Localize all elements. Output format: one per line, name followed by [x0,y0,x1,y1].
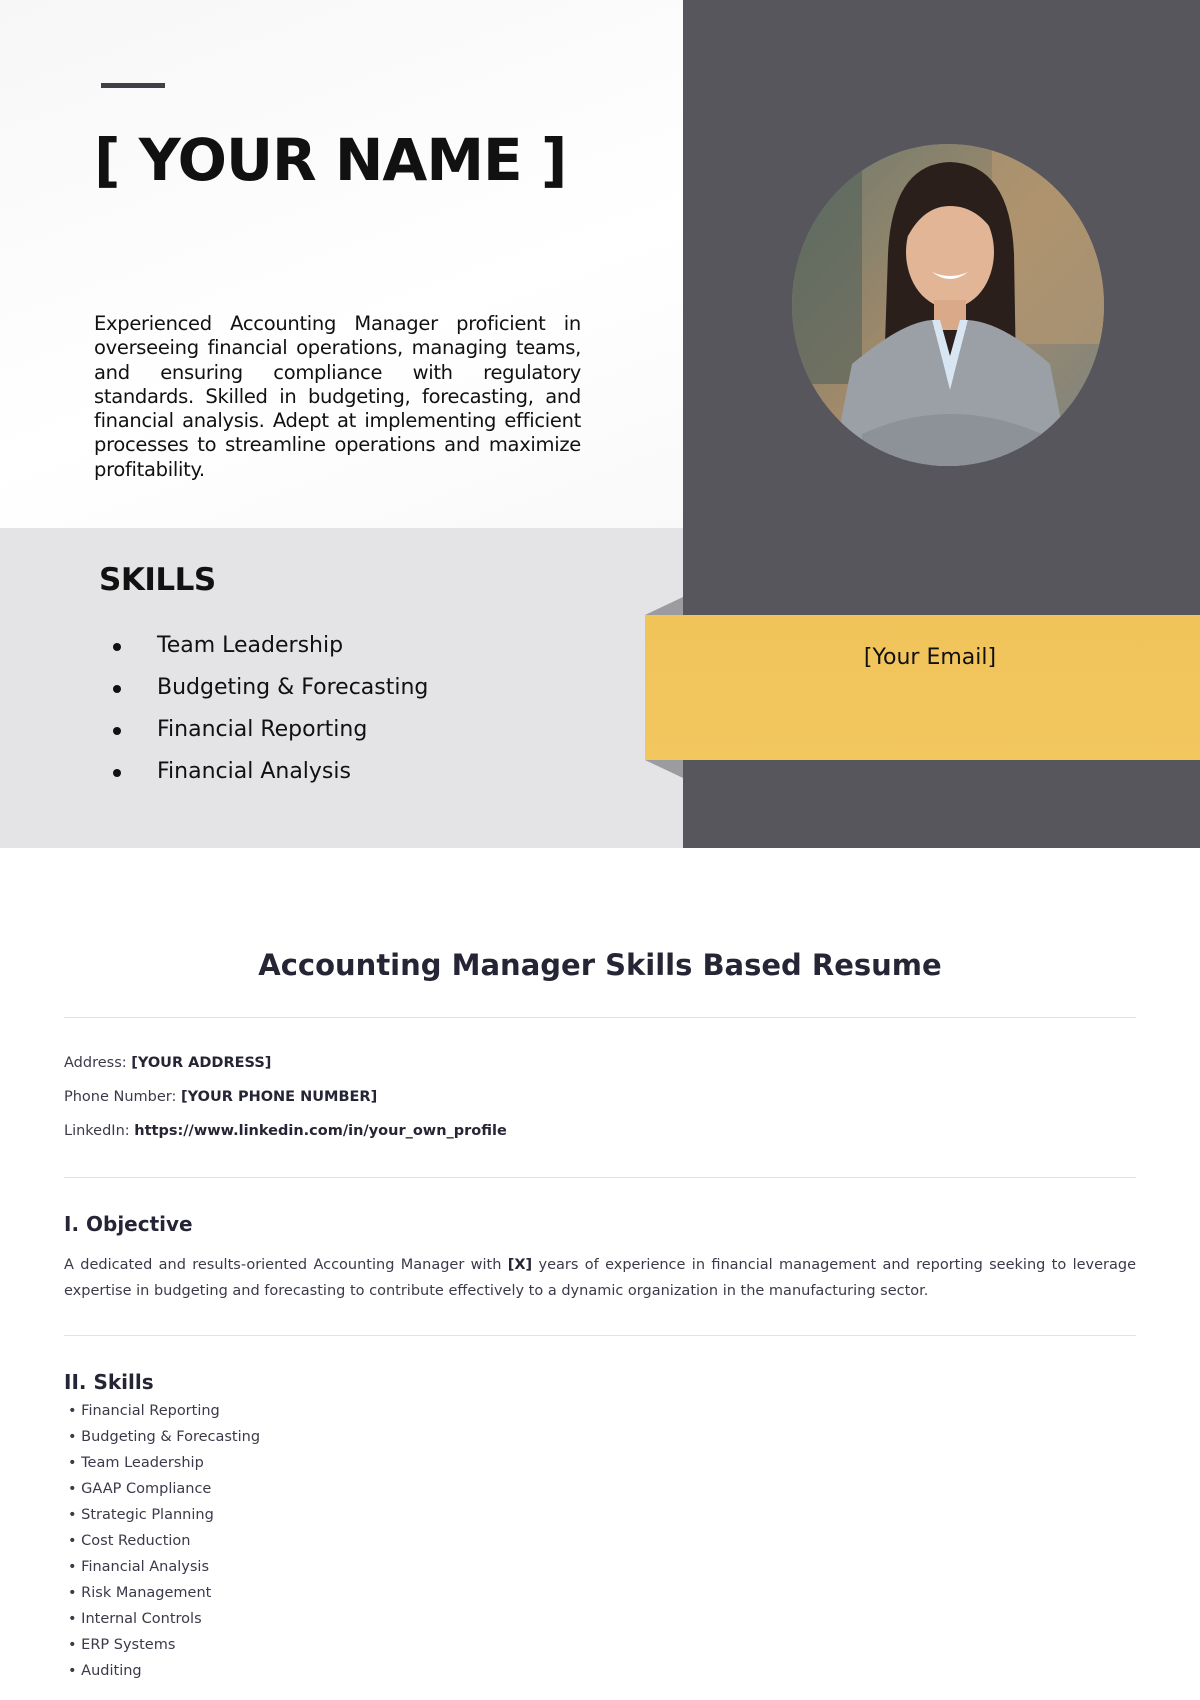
skills-panel-list [110,625,428,793]
address-value: [YOUR ADDRESS] [131,1055,272,1071]
phone-label: Phone Number: [64,1089,177,1105]
skills-panel-item: Financial Reporting [110,709,428,751]
skill-item: • GAAP Compliance [68,1481,212,1497]
skill-item: • Team Leadership [68,1455,204,1471]
skill-item: • Internal Controls [68,1611,202,1627]
divider [64,1335,1136,1336]
divider [64,1177,1136,1178]
accent-dash [101,83,165,88]
phone-line [64,1089,377,1105]
resume-header [0,0,1200,848]
candidate-name: [ YOUR NAME ] [94,126,567,194]
objective-text-before: A dedicated and results-oriented Accounting Manager with [64,1257,508,1273]
objective-text-after: years of experience in financial management and reporting seeking to leverage expertise in budgeting and forecasting to contribute effectively to a dynamic organization in the manufacturing sector. [64,1257,1137,1299]
skills-panel-item: Budgeting & Forecasting [110,667,428,709]
skill-item: • ERP Systems [68,1637,176,1653]
skill-item: • Risk Management [68,1585,212,1601]
phone-value: [YOUR PHONE NUMBER] [181,1089,378,1105]
profile-photo [792,144,1104,466]
profile-summary: Experienced Accounting Manager proficient in overseeing financial operations, managing teams, and ensuring compliance with regulatory standards. Skilled in budgeting, forecasting, and financial analysis. Adept at implementing efficient processes to streamline operations and maximize profitability. [94,312,581,481]
skill-item: • Budgeting & Forecasting [68,1429,261,1445]
address-label: Address: [64,1055,127,1071]
ribbon-fold-bottom [645,760,683,778]
skill-item: • Cost Reduction [68,1533,191,1549]
document-title: Accounting Manager Skills Based Resume [258,948,942,982]
ribbon-fold-top [645,597,683,615]
address-line [64,1055,271,1071]
skill-item: • Strategic Planning [68,1507,214,1523]
skills-panel-item: Financial Analysis [110,751,428,793]
skills-panel-item: Team Leadership [110,625,428,667]
linkedin-link[interactable]: https://www.linkedin.com/in/your_own_profile [134,1123,507,1139]
skill-item: • Auditing [68,1663,142,1679]
objective-text [64,1252,1136,1304]
skills-list [68,1398,260,1684]
email-text: [Your Email] [863,645,997,670]
skills-panel-title: SKILLS [99,562,216,598]
avatar [792,144,1104,466]
divider [64,1017,1136,1018]
linkedin-label: LinkedIn: [64,1123,130,1139]
skill-item: • Financial Reporting [68,1403,220,1419]
skill-item: • Financial Analysis [68,1559,210,1575]
objective-heading: I. Objective [64,1212,193,1236]
objective-years-placeholder: [X] [507,1257,533,1273]
linkedin-line [64,1123,507,1139]
email-ribbon [645,615,1200,760]
skills-heading: II. Skills [64,1370,154,1394]
